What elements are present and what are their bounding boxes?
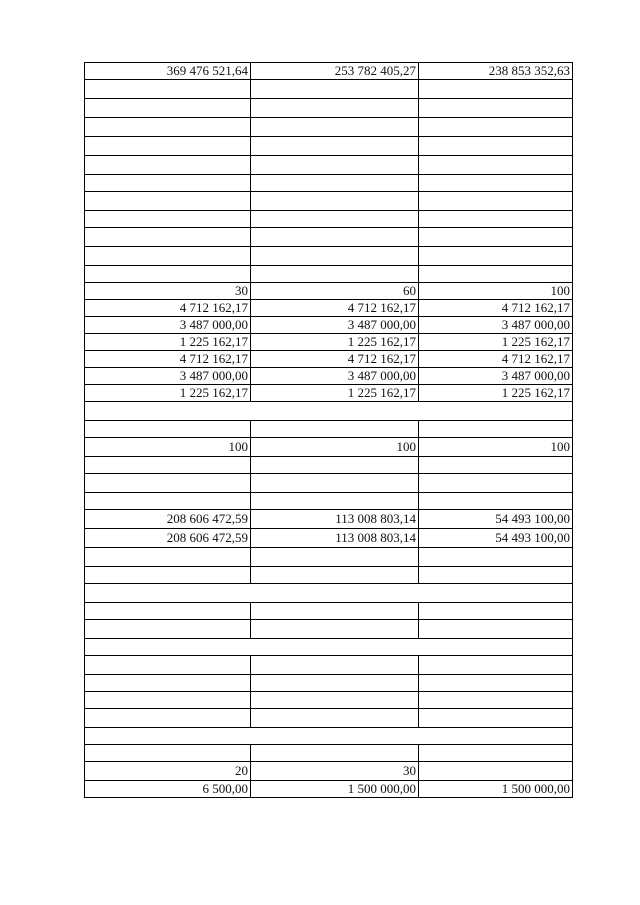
table-cell [85,211,251,228]
table-cell: 30 [251,762,419,781]
table-cell [419,137,573,156]
table-row [85,63,573,80]
table-row [85,493,573,510]
table-cell [419,228,573,247]
table-cell: 113 008 803,14 [251,529,419,548]
table-row [85,80,573,99]
table-cell: 3 487 000,00 [419,317,573,334]
table-row [85,421,573,438]
table-cell: 4 712 162,17 [251,300,419,317]
table-row [85,368,573,385]
table-cell [251,211,419,228]
table-cell [251,675,419,692]
table-cell: 3 487 000,00 [85,317,251,334]
table-cell [419,192,573,211]
table-cell [251,192,419,211]
table-cell: 30 [85,283,251,300]
table-row [85,529,573,548]
table-cell [251,493,419,510]
table-cell [251,421,419,438]
table-row [85,156,573,175]
table-cell: 1 225 162,17 [251,385,419,402]
table-cell: 3 487 000,00 [251,368,419,385]
table-cell [419,656,573,675]
table-cell [251,80,419,99]
table-row [85,247,573,266]
table-cell: 208 606 472,59 [85,529,251,548]
table-cell [85,709,251,728]
table-cell: 3 487 000,00 [251,317,419,334]
table-cell [251,567,419,584]
table-row [85,781,573,798]
table-cell [85,156,251,175]
table-cell [419,548,573,567]
table-cell [419,620,573,639]
table-cell [85,80,251,99]
table-row [85,474,573,493]
table-cell: 4 712 162,17 [85,300,251,317]
table-row [85,548,573,567]
table-cell [85,692,251,709]
table-cell: 60 [251,283,419,300]
table-cell: 20 [85,762,251,781]
table-cell [251,692,419,709]
table-cell [85,745,251,762]
table-cell [419,247,573,266]
table-row [85,639,573,656]
table-cell: 238 853 352,63 [419,63,573,80]
table-cell [251,620,419,639]
table-cell [251,656,419,675]
table-cell [85,421,251,438]
table-row [85,709,573,728]
table-body [85,63,573,798]
table-cell [85,99,251,118]
table-cell [419,675,573,692]
table-cell: 4 712 162,17 [85,351,251,368]
table-row [85,317,573,334]
table-cell [251,474,419,493]
table-cell [85,192,251,211]
table-cell: 1 225 162,17 [419,385,573,402]
table-cell [85,118,251,137]
table-cell [85,656,251,675]
table-cell [85,175,251,192]
table-cell [419,118,573,137]
table-row [85,351,573,368]
merged-cell [85,639,573,656]
table-cell [251,709,419,728]
table-cell: 1 500 000,00 [251,781,419,798]
table-cell: 54 493 100,00 [419,510,573,529]
table-cell [251,266,419,283]
table-cell: 54 493 100,00 [419,529,573,548]
table-cell [85,493,251,510]
table-cell: 253 782 405,27 [251,63,419,80]
table-cell [419,709,573,728]
table-cell [251,118,419,137]
table-row [85,228,573,247]
table-cell [419,762,573,781]
table-cell: 1 225 162,17 [251,334,419,351]
table-row [85,728,573,745]
table-cell: 4 712 162,17 [251,351,419,368]
table-cell: 100 [419,283,573,300]
table-cell: 1 225 162,17 [85,334,251,351]
table-row [85,334,573,351]
table-row [85,584,573,603]
table-row [85,175,573,192]
table-cell: 4 712 162,17 [419,351,573,368]
table-row [85,620,573,639]
table-cell [251,548,419,567]
table-row [85,510,573,529]
table-cell [419,745,573,762]
table-cell: 369 476 521,64 [85,63,251,80]
table-cell [85,567,251,584]
table-cell [85,457,251,474]
table-cell: 4 712 162,17 [419,300,573,317]
table-row [85,692,573,709]
table-cell [419,80,573,99]
table-row [85,567,573,584]
table-row [85,675,573,692]
table-cell [251,99,419,118]
data-table [84,62,573,798]
table-cell: 100 [419,438,573,457]
table-cell [419,474,573,493]
table-row [85,211,573,228]
table-cell: 1 225 162,17 [419,334,573,351]
table-row [85,438,573,457]
table-cell [419,567,573,584]
table-cell [85,266,251,283]
table-cell [419,421,573,438]
table-row [85,266,573,283]
table-cell [85,603,251,620]
table-cell: 6 500,00 [85,781,251,798]
table-cell [419,457,573,474]
table-cell [419,266,573,283]
table-cell [85,137,251,156]
table-cell [251,175,419,192]
table-cell: 100 [251,438,419,457]
table-cell [419,99,573,118]
table-row [85,745,573,762]
table-row [85,762,573,781]
table-cell [251,603,419,620]
table-row [85,137,573,156]
table-row [85,283,573,300]
table-cell: 3 487 000,00 [419,368,573,385]
table-cell [251,247,419,266]
table-cell [251,745,419,762]
merged-cell [85,584,573,603]
table-cell: 1 225 162,17 [85,385,251,402]
merged-cell [85,728,573,745]
table-row [85,457,573,474]
table-cell [251,228,419,247]
table-cell [419,603,573,620]
table-row [85,656,573,675]
table-cell: 208 606 472,59 [85,510,251,529]
table-cell [85,548,251,567]
table-cell [85,228,251,247]
table-row [85,603,573,620]
table-row [85,192,573,211]
merged-cell [85,402,573,421]
table-cell [419,692,573,709]
table-cell [419,156,573,175]
table-row [85,402,573,421]
table-cell: 113 008 803,14 [251,510,419,529]
table-cell: 1 500 000,00 [419,781,573,798]
table-cell [251,137,419,156]
table-row [85,300,573,317]
table-cell [419,211,573,228]
table-row [85,99,573,118]
table-cell [85,474,251,493]
table-cell [85,675,251,692]
table-cell: 100 [85,438,251,457]
table-cell [251,457,419,474]
table-cell [419,175,573,192]
table-cell [251,156,419,175]
table-cell [85,247,251,266]
table-cell [85,620,251,639]
table-row [85,385,573,402]
table-row [85,118,573,137]
table-cell [419,493,573,510]
table-cell: 3 487 000,00 [85,368,251,385]
